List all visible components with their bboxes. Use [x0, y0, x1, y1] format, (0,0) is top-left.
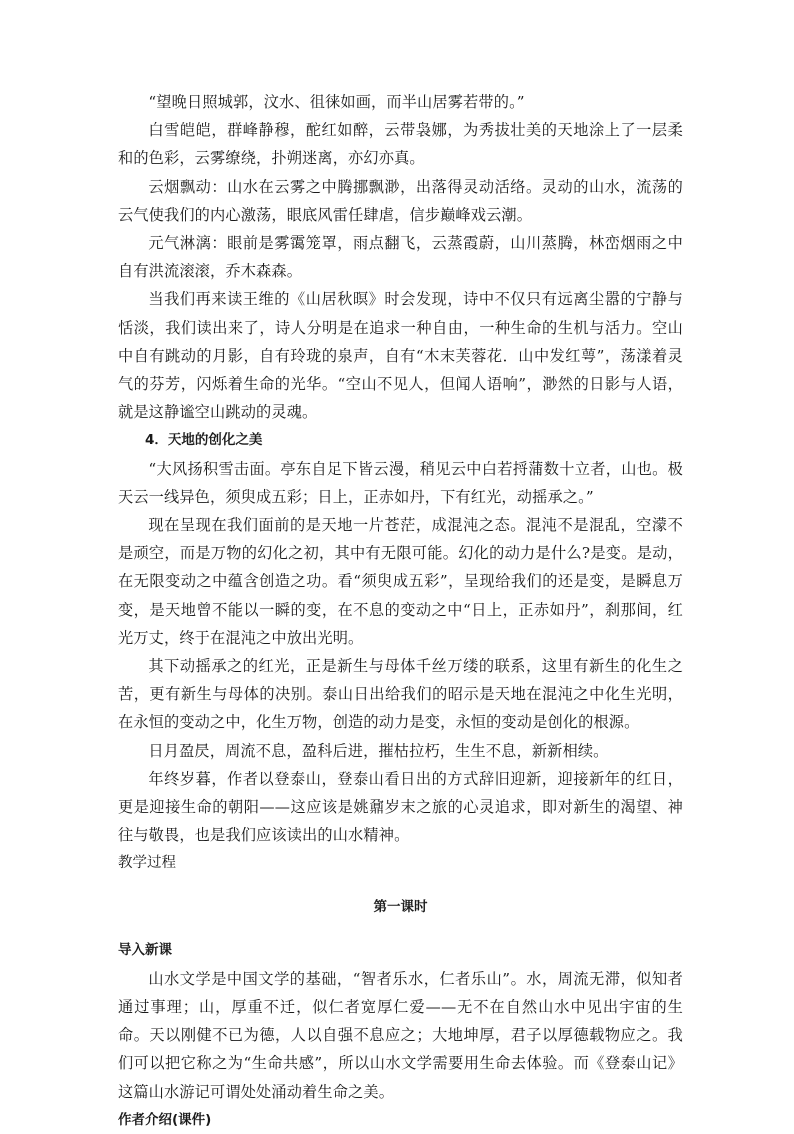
section-heading-creation: 4．天地的创化之美	[145, 432, 263, 449]
intro-heading: 导入新课	[118, 942, 172, 959]
body-paragraph-intro: 山水文学是中国文学的基础，“智者乐水，仁者乐山”。水，周流无滞，似知者通过事理；山，厚重不迁，似仁者宽厚仁爱——无不在自然山水中见出宇宙的生命。天以刚健不已为德，人以自强不息应之；大地坤厚，君子以厚德载物应之。我们可以把它称之为“生命共感”，所以山水文学需要用生命去体验。而《登泰山记》这篇山水游记可谓处处涌动着生命之美。	[118, 969, 683, 1101]
author-intro-heading: 作者介绍(课件)	[118, 1111, 212, 1128]
body-paragraph-wangwei: 当我们再来读王维的《山居秋暝》时会发现，诗中不仅只有远离尘嚣的宁静与恬淡，我们读出来了，诗人分明是在追求一种自由，一种生命的生机与活力。空山中自有跳动的月影，自有玲珑的泉声，自有“木末芙蓉花．山中发红萼”，荡漾着灵气的芬芳，闪烁着生命的光华。“空山不见人，但闻人语响”，渺然的日影与人语，就是这静谧空山跳动的灵魂。	[118, 290, 683, 422]
document-page	[118, 88, 683, 1134]
teaching-process-label: 教学过程	[118, 855, 176, 872]
body-paragraph-sunmoon: 日月盈昃，周流不息，盈科后进，摧枯拉朽，生生不息，新新相续。	[148, 741, 609, 760]
body-paragraph-cloud: 云烟飘动：山水在云雾之中腾挪飘渺，出落得灵动活络。灵动的山水，流荡的云气使我们的内心激荡，眼底风雷任肆虐，信步巅峰戏云潮。	[118, 177, 683, 224]
quote-paragraph-2: “大风扬积雪击面。亭东自足下皆云漫，稍见云中白若捋蒲数十立者，山也。极天云一线异色，须臾成五彩；日上，正赤如丹，下有红光，动摇承之。”	[118, 459, 683, 506]
body-paragraph-snow: 白雪皑皑，群峰静穆，酡红如醉，云带袅娜，为秀拔壮美的天地涂上了一层柔和的色彩，云雾缭绕，扑朔迷离，亦幻亦真。	[118, 121, 683, 168]
lesson-title: 第一课时	[373, 898, 428, 915]
body-paragraph-redlight: 其下动摇承之的红光，正是新生与母体千丝万缕的联系，这里有新生的化生之苦，更有新生与母体的决别。泰山日出给我们的昭示是天地在混沌之中化生光明，在永恒的变动之中，化生万物，创造的动力是变，永恒的变动是创化的根源。	[118, 657, 683, 732]
quote-paragraph-1: “望晚日照城郭，汶水、徂徕如画，而半山居雾若带的。”	[148, 93, 525, 111]
body-paragraph-yearend: 年终岁暮，作者以登泰山，登泰山看日出的方式辞旧迎新，迎接新年的红日，更是迎接生命的朝阳——这应该是姚鼐岁末之旅的心灵追求，即对新生的渴望、神往与敬畏，也是我们应该读出的山水精神。	[118, 769, 683, 845]
body-paragraph-chaos: 现在呈现在我们面前的是天地一片苍茫，成混沌之态。混沌不是混乱，空濛不是顽空，而是万物的幻化之初，其中有无限可能。幻化的动力是什么?是变。是动，在无限变动之中蕴含创造之功。看“须臾成五彩”，呈现给我们的还是变，是瞬息万变，是天地曾不能以一瞬的变，在不息的变动之中“日上，正赤如丹”，刹那间，红光万丈，终于在混沌之中放出光明。	[118, 516, 683, 647]
body-paragraph-vitality: 元气淋漓：眼前是雾霭笼罩，雨点翻飞，云蒸霞蔚，山川蒸腾，林峦烟雨之中自有洪流滚滚，乔木森森。	[118, 234, 683, 281]
